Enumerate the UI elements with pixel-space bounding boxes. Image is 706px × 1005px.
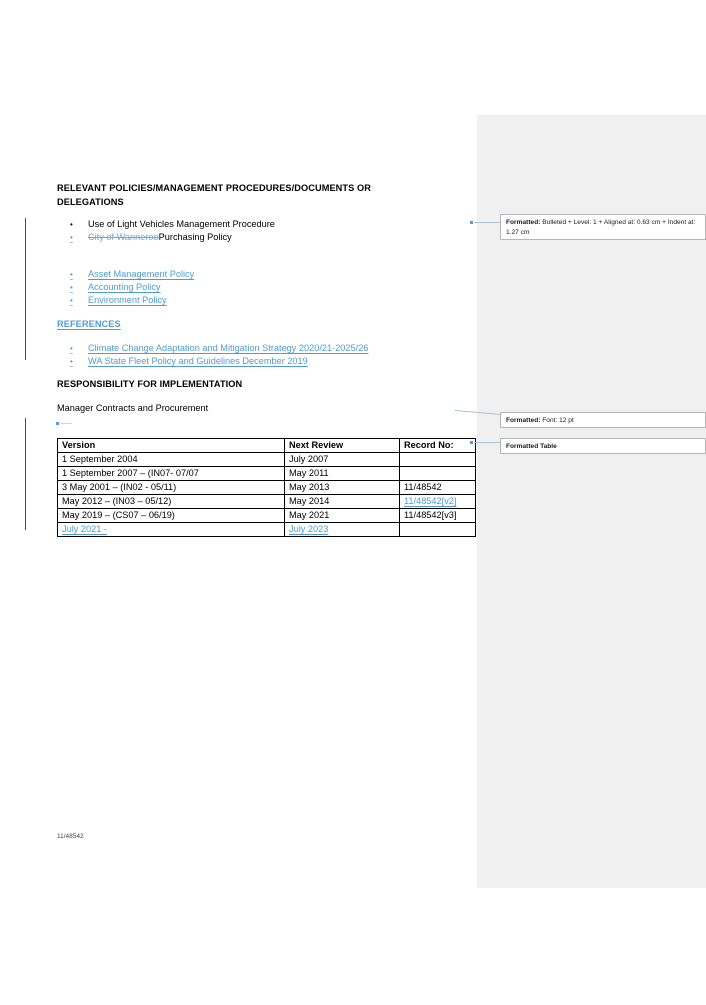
cell-version: 1 September 2004 xyxy=(58,453,285,467)
bullet-glyph: • xyxy=(70,357,73,367)
cell-record-no xyxy=(400,523,476,537)
table-row xyxy=(58,495,476,509)
cell-next-review: July 2023 xyxy=(285,523,400,537)
cell-next-review: May 2011 xyxy=(285,467,400,481)
bullet-glyph: • xyxy=(70,270,73,280)
balloon-formatted-bulleted[interactable] xyxy=(500,214,706,240)
list-item-policy-4 xyxy=(70,281,161,294)
heading-relevant-policies-line1: RELEVANT POLICIES/MANAGEMENT PROCEDURES/DOCUMENTS OR xyxy=(57,183,371,193)
bullet-glyph: • xyxy=(70,233,73,243)
revision-anchor-dot xyxy=(56,422,59,425)
table-row xyxy=(58,509,476,523)
cell-record-no xyxy=(400,453,476,467)
list-item-policy-1 xyxy=(70,218,275,231)
cell-version: May 2019 – (CS07 – 06/19) xyxy=(58,509,285,523)
cell-record-no xyxy=(400,467,476,481)
list-item-reference-1 xyxy=(70,342,368,355)
heading-relevant-policies-line2: DELEGATIONS xyxy=(57,196,124,207)
revision-anchor-lead xyxy=(60,423,72,424)
change-bar-table xyxy=(25,418,26,530)
table-header-row xyxy=(58,439,476,453)
balloon-label: Formatted Table xyxy=(506,443,557,450)
list-item-label: Asset Management Policy xyxy=(88,269,195,280)
list-item-policy-5 xyxy=(70,294,167,307)
cell-record-no: 11/48542 xyxy=(400,481,476,495)
cell-next-review: May 2021 xyxy=(285,509,400,523)
table-row xyxy=(58,523,476,537)
list-item-policy-3 xyxy=(70,268,194,281)
cell-record-no: 11/48542[v3] xyxy=(400,509,476,523)
cell-version: 1 September 2007 – (IN07- 07/07 xyxy=(58,467,285,481)
balloon-label: Formatted: xyxy=(506,417,541,424)
balloon-detail: Bulleted + Level: 1 + Aligned at: 0.63 cm + Indent at: 1.27 cm xyxy=(506,219,696,236)
list-item-label: Environment Policy xyxy=(88,295,167,306)
paragraph-responsibility-body: Manager Contracts and Procurement xyxy=(57,403,209,413)
heading-responsibility: RESPONSIBILITY FOR IMPLEMENTATION xyxy=(57,379,243,389)
list-item-label: Use of Light Vehicles Management Procedure xyxy=(88,219,275,230)
leader-line-table xyxy=(474,442,500,443)
list-item-reference-2 xyxy=(70,355,308,368)
bullet-glyph: • xyxy=(70,296,73,306)
cell-record-no: 11/48542[v2] xyxy=(400,495,476,509)
column-header-next-review: Next Review xyxy=(285,439,400,453)
cell-version: May 2012 – (IN03 – 05/12) xyxy=(58,495,285,509)
revision-history-table xyxy=(57,438,476,537)
leader-line-bulleted xyxy=(474,222,500,223)
bullet-glyph: • xyxy=(70,344,73,354)
change-bar-policies xyxy=(25,218,26,360)
leader-anchor-dot-bulleted xyxy=(470,221,473,224)
list-item-label: Purchasing Policy xyxy=(158,232,232,243)
leader-anchor-dot-table xyxy=(470,441,473,444)
balloon-label: Formatted: xyxy=(506,219,541,226)
list-item-label: Climate Change Adaptation and Mitigation Strategy 2020/21-2025/26 xyxy=(88,343,369,354)
heading-relevant-policies xyxy=(57,182,457,209)
cell-version: 3 May 2001 – (IN02 - 05/11) xyxy=(58,481,285,495)
balloon-detail: Font: 12 pt xyxy=(542,417,574,424)
heading-references: REFERENCES xyxy=(57,319,121,329)
page-footer-record-reference: 11/48542 xyxy=(57,833,84,840)
bullet-glyph: • xyxy=(70,220,73,230)
cell-next-review: May 2014 xyxy=(285,495,400,509)
column-header-record-no: Record No: xyxy=(400,439,476,453)
table-row xyxy=(58,453,476,467)
list-item-policy-2 xyxy=(70,231,232,244)
balloon-formatted-font[interactable] xyxy=(500,412,706,428)
table-row xyxy=(58,467,476,481)
balloon-formatted-table[interactable] xyxy=(500,438,706,454)
list-item-label: WA State Fleet Policy and Guidelines December 2019 xyxy=(88,356,308,367)
cell-version: July 2021 - xyxy=(58,523,285,537)
deleted-text: City of Wanneroo xyxy=(88,232,159,242)
table-row xyxy=(58,481,476,495)
column-header-version: Version xyxy=(58,439,285,453)
cell-next-review: May 2013 xyxy=(285,481,400,495)
list-item-label: Accounting Policy xyxy=(88,282,161,293)
bullet-glyph: • xyxy=(70,283,73,293)
cell-next-review: July 2007 xyxy=(285,453,400,467)
